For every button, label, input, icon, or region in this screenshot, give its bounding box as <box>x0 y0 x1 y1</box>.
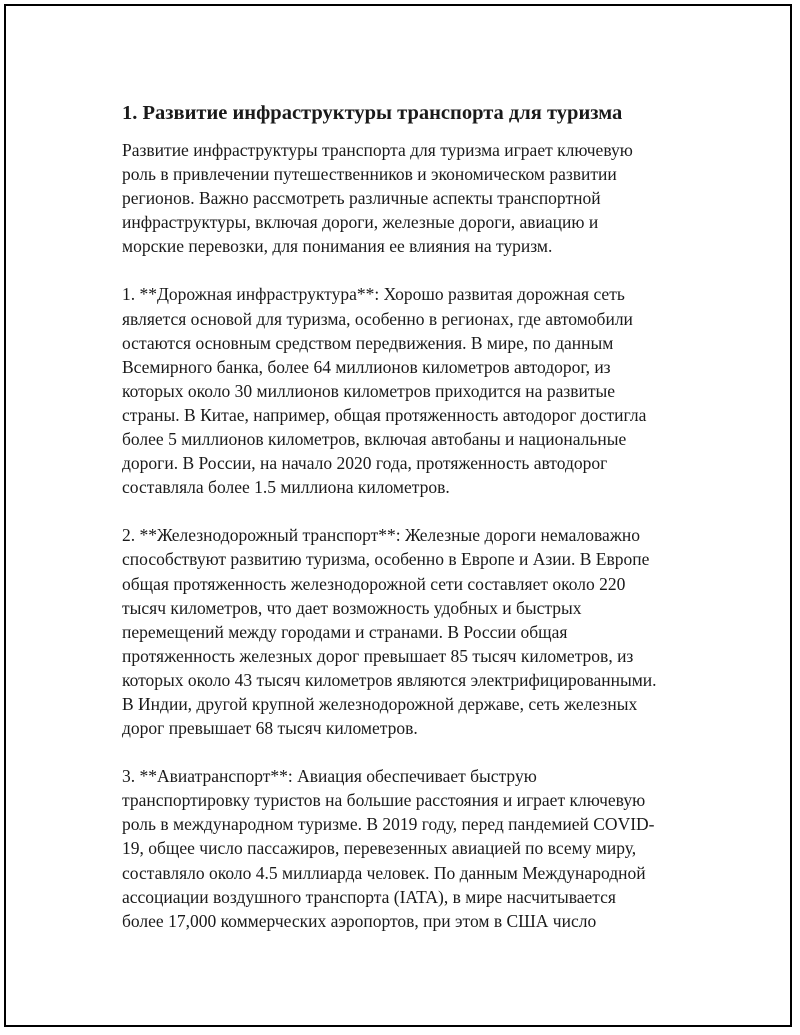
text-line: более 5 миллионов километров, включая автобаны и национальные <box>122 429 627 450</box>
text-line: перемещений между городами и странами. В России общая <box>122 621 568 642</box>
text-line: более 17,000 коммерческих аэропортов, при этом в США число <box>122 910 597 931</box>
text-line: является основой для туризма, особенно в регионах, где автомобили <box>122 308 633 329</box>
intro-paragraph <box>122 138 692 258</box>
text-line: 19, общее число пассажиров, перевезенных авиацией по всему миру, <box>122 838 637 859</box>
road-infrastructure-paragraph <box>122 282 692 499</box>
text-line: транспортировку туристов на большие расстояния и играет ключевую <box>122 790 646 811</box>
text-line: составляло около 4.5 миллиарда человек. По данным Международной <box>122 862 646 883</box>
text-line: Всемирного банка, более 64 миллионов километров автодорог, из <box>122 356 611 377</box>
text-line: морские перевозки, для понимания ее влияния на туризм. <box>122 236 553 257</box>
text-line: ассоциации воздушного транспорта (IATA), в мире насчитывается <box>122 886 616 907</box>
page-frame <box>4 4 792 1027</box>
text-line: роль в привлечении путешественников и экономическом развитии <box>122 164 617 185</box>
text-line: составляла более 1.5 миллиона километров. <box>122 477 450 498</box>
text-line: 2. **Железнодорожный транспорт**: Железные дороги немаловажно <box>122 525 641 546</box>
text-line: тысяч километров, что дает возможность удобных и быстрых <box>122 597 582 618</box>
text-line: способствуют развитию туризма, особенно в Европе и Азии. В Европе <box>122 549 650 570</box>
text-line: которых около 43 тысяч километров являются электрифицированными. <box>122 669 657 690</box>
text-line: общая протяженность железнодорожной сети составляет около 220 <box>122 573 626 594</box>
text-line: страны. В Китае, например, общая протяженность автодорог достигла <box>122 404 647 425</box>
text-line: остаются основным средством передвижения. В мире, по данным <box>122 332 614 353</box>
railway-transport-paragraph <box>122 523 692 740</box>
text-line: дорог превышает 68 тысяч километров. <box>122 718 418 739</box>
text-line: протяженность железных дорог превышает 85 тысяч километров, из <box>122 645 634 666</box>
text-line: которых около 30 миллионов километров приходится на развитые <box>122 380 616 401</box>
section-heading: 1. Развитие инфраструктуры транспорта для туризма <box>122 102 623 124</box>
document-body <box>122 100 692 957</box>
text-line: В Индии, другой крупной железнодорожной державе, сеть железных <box>122 693 638 714</box>
text-line: регионов. Важно рассмотреть различные аспекты транспортной <box>122 188 601 209</box>
text-line: Развитие инфраструктуры транспорта для туризма играет ключевую <box>122 140 633 160</box>
text-line: 1. **Дорожная инфраструктура**: Хорошо развитая дорожная сеть <box>122 284 625 305</box>
air-transport-paragraph <box>122 764 692 933</box>
text-line: инфраструктуры, включая дороги, железные дороги, авиацию и <box>122 212 599 233</box>
text-line: 3. **Авиатранспорт**: Авиация обеспечивает быструю <box>122 766 537 787</box>
text-line: роль в международном туризме. В 2019 году, перед пандемией COVID- <box>122 814 655 835</box>
text-line: дороги. В России, на начало 2020 года, протяженность автодорог <box>122 453 608 474</box>
